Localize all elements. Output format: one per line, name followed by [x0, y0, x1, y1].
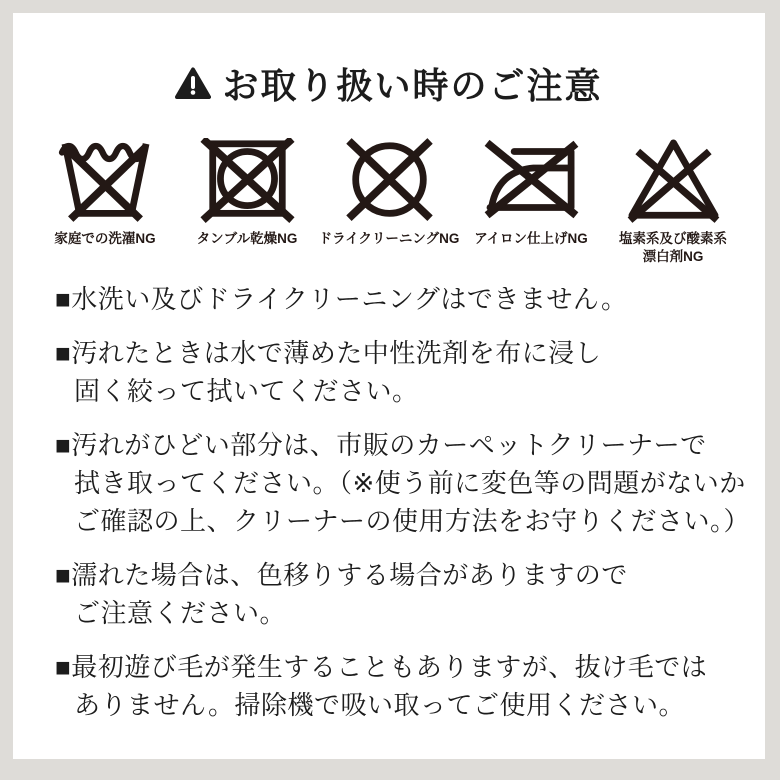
warning-triangle-icon [175, 67, 211, 100]
care-symbol-label: タンブル乾燥NG [196, 231, 298, 246]
note-stain-mild-detergent [55, 334, 729, 410]
note-line: 固く絞って拭いてください。 [74, 376, 419, 406]
note-loose-fibers [55, 648, 729, 724]
care-symbols-row [13, 138, 765, 266]
page-title: お取り扱い時のご注意 [222, 64, 603, 106]
care-symbol-label: 塩素系及び酸素系 [619, 231, 727, 246]
note-line: ■最初遊び毛が発生することもありますが、抜け毛では [55, 652, 708, 682]
note-line: ■汚れがひどい部分は、市販のカーペットクリーナーで [55, 430, 707, 460]
page-title-row [13, 61, 765, 105]
note-line: ご確認の上、クリーナーの使用方法をお守りください。） [74, 506, 751, 536]
care-symbol-label: ドライクリーニングNG [318, 231, 460, 246]
note-carpet-cleaner [55, 426, 751, 540]
care-symbol-label-line2: 漂白剤NG [642, 249, 704, 264]
care-symbol-tumble-dry [176, 138, 318, 266]
care-symbol-wash [34, 138, 176, 266]
note-line: ■濡れた場合は、色移りする場合がありますので [55, 560, 628, 590]
iron-ng-icon [483, 138, 580, 223]
tumble-dry-ng-icon [199, 138, 296, 223]
note-line: ■水洗い及びドライクリーニングはできません。 [55, 284, 628, 314]
care-symbol-label: アイロン仕上げNG [474, 231, 588, 246]
bleach-ng-icon [625, 138, 722, 223]
dry-clean-ng-icon [341, 138, 438, 223]
note-line: 拭き取ってください。（※使う前に変色等の問題がないか [74, 468, 746, 498]
care-notes-list [13, 280, 765, 724]
care-instruction-card [13, 13, 765, 759]
care-symbol-iron [460, 138, 602, 266]
note-no-washing [55, 280, 729, 318]
note-line: ■汚れたときは水で薄めた中性洗剤を布に浸し [55, 338, 602, 368]
care-symbol-dry-clean [318, 138, 460, 266]
wash-tub-ng-icon [57, 138, 154, 223]
care-symbol-label: 家庭での洗濯NG [54, 231, 156, 246]
note-line: ご注意ください。 [74, 598, 287, 628]
care-symbol-bleach [602, 138, 744, 266]
note-line: ありません。掃除機で吸い取ってご使用ください。 [74, 690, 686, 720]
note-color-transfer [55, 556, 729, 632]
